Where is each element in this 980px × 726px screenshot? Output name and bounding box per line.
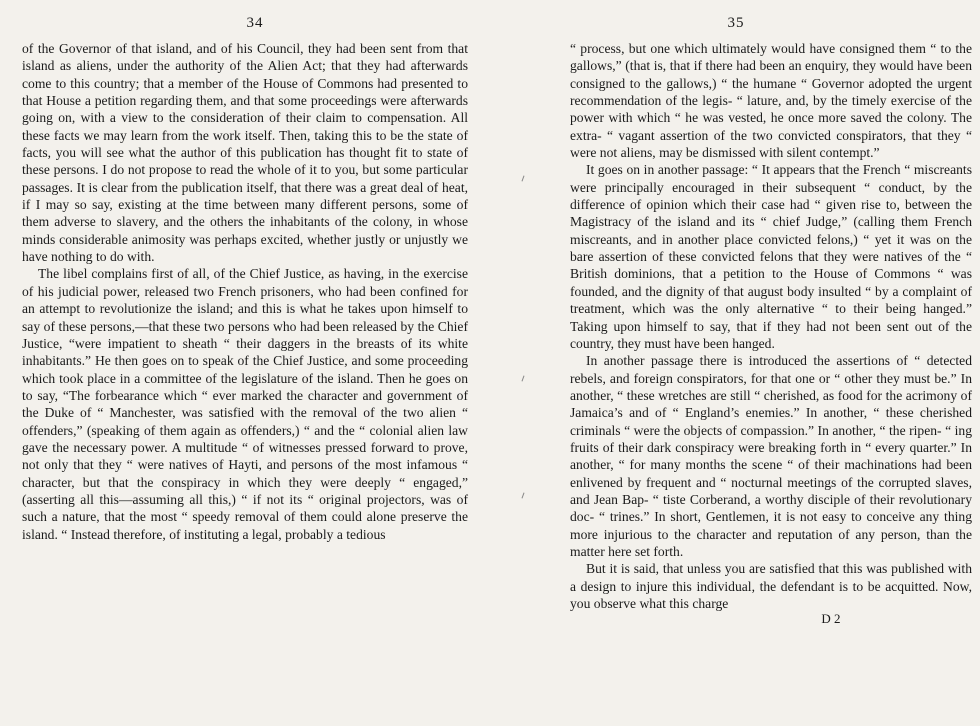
left-paragraph-2: The libel complains first of all, of the Chief Justice, as having, in the exercise of his judicial power, released two French prisoners, who had been confined for an attempt to revolutionize the island; and this is what he takes upon himself to say of these persons,—that these two persons who had been released by the Chief Justice, “were impatient to sheath “ their daggers in the breasts of its white inhabitants.” He then goes on to speak of the Chief Justice, and some proceeding which took place in a committee of the legislature of the island. Then he goes on to say, “The forbearance which “ ever marked the character and government of the Duke of “ Manchester, was satisfied with the removal of the two alien “ offenders,” (speaking of them again as offenders,) “ and the “ colonial alien law gave the necessary power. A multitude “ of witnesses pressed forward to prove, not only that they “ were natives of Hayti, and persons of the most infamous “ character, but that the conspiracy in which they were deeply “ engaged,” (asserting all this—assuming all this,) “ if not its “ original projectors, was of such a nature, that the most “ speedy removal of them could alone preserve the island. “ Instead therefore, of instituting a legal, probably a tedious	[22, 266, 468, 542]
right-page	[490, 0, 980, 726]
right-paragraph-3: In another passage there is introduced the assertions of “ detected rebels, and foreign conspirators, for that one or “ other they must be.” In another, “ these wretches are still “ cherished, as food for the acrimony of Jamaica’s and of “ England’s enemies.” In another, “ these cherished criminals “ were the objects of compassion.” In another, “ the ripen- “ ing fruits of their dark conspiracy were breaking forth in “ every quarter.” In another, “ for many months the scene “ of their machinations had been enlivened by frequent and “ nocturnal meetings of the corrupted slaves, and Jean Bap- “ tiste Corberand, a worthy disciple of their revolutionary doc- “ trines.” In short, Gentlemen, it is not easy to conceive any thing more injurious to the character and reputation of any person, than the matter here set forth.	[570, 353, 972, 559]
page-number-left: 34	[246, 15, 264, 31]
left-paragraph-1: of the Governor of that island, and of his Council, they had been sent from that island as aliens, under the authority of the Alien Act; that they had afterwards come to this country; that a member of the House of Commons had presented to that House a petition regarding them, and that some proceedings were afterwards going on, with a view to the consideration of their claim to compensation. All these facts we may learn from the work itself. Then, taking this to be the state of facts, you will see what the author of this publication has thought fit to state of these persons. I do not propose to read the whole of it to you, but some particular passages. It is clear from the publication itself, that there was a great deal of heat, if I may so say, existing at the time between many different persons, some of them adverse to slavery, and the others the inhabitants of the colony, in whose minds considerable animosity was perhaps excited, whether justly or unjustly we have nothing to do with.	[22, 41, 468, 265]
page-number-right: 35	[727, 15, 745, 31]
signature-mark: D 2	[821, 611, 841, 627]
right-paragraph-1: “ process, but one which ultimately would have consigned them “ to the gallows,” (that is, that if there had been an enquiry, they would have been consigned to the gallows,) “ the humane “ Governor adopted the urgent recommendation of the legis- “ lature, and, by the timely exercise of the power with which “ he was vested, he once more saved the colony. The extra- “ vagant assertion of the two convicted conspirators, that they “ were not aliens, may be dismissed with silent contempt.”	[570, 41, 972, 161]
right-paragraph-2: It goes on in another passage: “ It appears that the French “ miscreants were principally encouraged in their subsequent “ conduct, by the difference of opinion which their case had “ given rise to, between the Magistracy of the island and its “ chief Judge,” (calling them French miscreants, and in another place convicted felons,) “ yet it was on the bare assertion of these convicted felons that they were natives of the “ British dominions, that a petition to the House of Commons “ was founded, and the dignity of that august body insulted “ by a complaint of treatment, which was the only alternative “ to their being hanged.” Taking upon himself to say, that if they had not been sent out of the country, they must have been hanged.	[570, 162, 972, 351]
right-paragraph-4: But it is said, that unless you are satisfied that this was published with a design to injure this individual, the defendant is to be acquitted. Now, you observe what this charge	[570, 561, 972, 611]
